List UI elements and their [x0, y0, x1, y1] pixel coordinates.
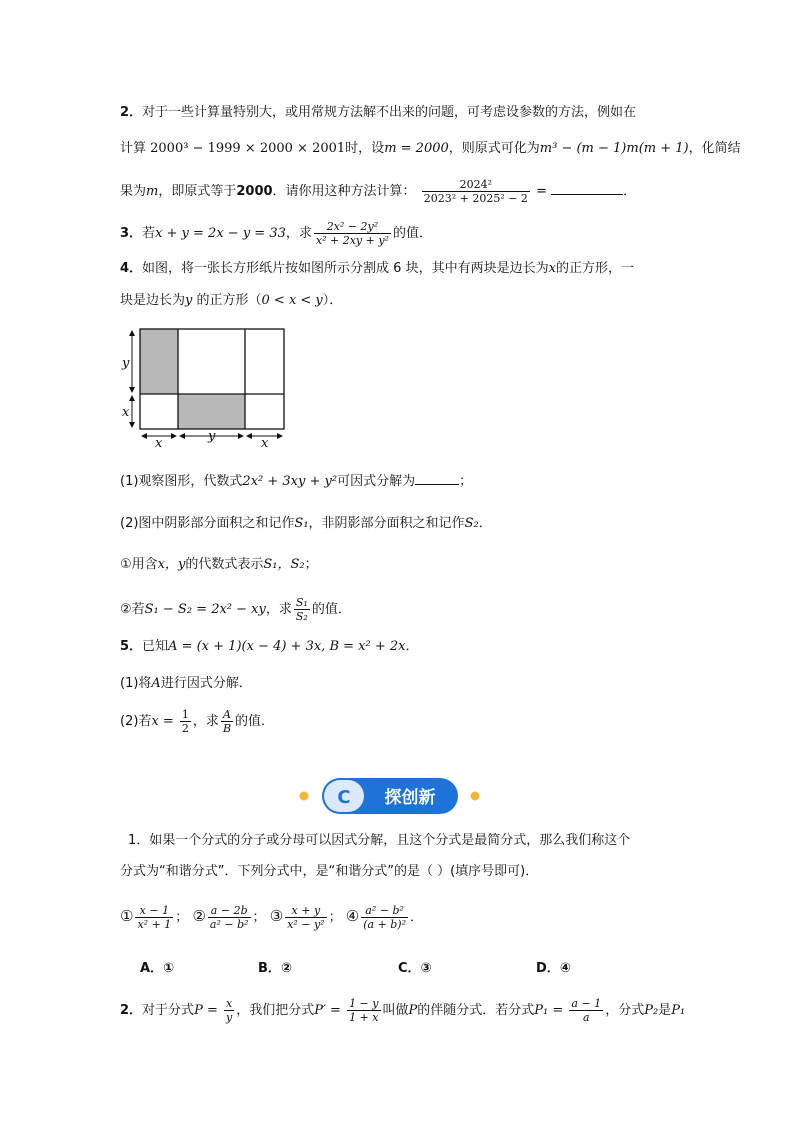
q2-equals: =: [531, 184, 552, 199]
q2-text-2a: 计算: [120, 141, 151, 156]
q2-line-1: [120, 103, 636, 123]
section-banner: [230, 774, 550, 818]
q4-part-2: (2)图中阴影部分面积之和记作S₁，非阴影部分面积之和记作S₂．: [120, 516, 492, 531]
q4-line-1: 4．如图，将一张长方形纸片按如图所示分割成 6 块，其中有两块是边长为x的正方形，一: [120, 261, 634, 276]
banner-title: 探创新: [384, 788, 436, 808]
q2-text-2c: ，则原式可化为: [448, 141, 540, 156]
c1-option-c[interactable]: C．③: [398, 961, 432, 976]
c1-options-line: ① $\frac{x - 1}{\text{x² + 1}}$ ； ② $\frac{a - 2b}{\text{a² − b²}}$ ； ③ $\frac{x + y}{\text{x² − y²}}$ ； ④ $\frac{\text{a² − b²}}{\text{(a + b)²}}$ ．: [120, 904, 424, 931]
q2-answer-blank[interactable]: [551, 194, 623, 195]
c1-item-2-marker: ②: [192, 907, 206, 925]
q2-text-3a: 果为: [120, 184, 147, 199]
q4-ratio-fraction: $\frac{\text{S₁}}{\text{S₂}}$: [295, 596, 308, 623]
q4-answer-blank[interactable]: [415, 484, 459, 485]
q2-text-1: 对于一些计算量特别大，或用常规方法解不出来的问题，可考虑设参数的方法，例如在: [142, 105, 637, 120]
c1-option-a[interactable]: A．①: [140, 961, 175, 976]
c1-fraction-3: $\frac{x + y}{\text{x² − y²}}$: [287, 904, 325, 931]
q2-text-3b: ，即原式等于: [158, 184, 237, 199]
c2-number: 2．: [120, 1003, 143, 1018]
q4-figure: [118, 322, 293, 450]
q4-number: 4．: [120, 261, 143, 276]
q5-line: 5．已知A = (x + 1)(x − 4) + 3x, B = x² + 2x．: [120, 639, 419, 654]
c1-line-2: 分式为“和谐分式”．下列分式中，是“和谐分式”的是（ ）(填序号即可)．: [120, 864, 539, 879]
banner-dot-right: [471, 792, 480, 801]
fig-label-y: y: [122, 356, 130, 371]
q4-part-1: (1)观察图形，代数式2x² + 3xy + y²可因式分解为 ；: [120, 474, 473, 489]
fig-bottom-x1: x: [155, 436, 163, 450]
c2-fraction-p: $\frac{x}{y}$: [225, 997, 233, 1024]
q5-expression: A = (x + 1)(x − 4) + 3x, B = x² + 2x: [168, 639, 406, 654]
c2-line: 2．对于分式P = $\frac{x}{y}$ ，我们把分式P′ = $\frac{1 - y}{1 + x}$ 叫做P的伴随分式．若分式P₁ = $\frac{a - 1}{a}$ ，分式P₂是P₁: [120, 997, 686, 1024]
q2-text-2b: 时，设: [345, 141, 385, 156]
q5-half-fraction: $\frac{1}{2}$: [181, 708, 189, 735]
c1-fraction-4: $\frac{\text{a² − b²}}{\text{(a + b)²}}$: [363, 904, 407, 931]
q2-expression-2: m³ − (m − 1)m(m + 1): [539, 141, 689, 156]
q2-expression: 2000³ − 1999 × 2000 × 2001: [150, 141, 346, 156]
q2-fraction: $\frac{\text{2024²}}{\text{2023² + 2025² − 2}}$: [423, 178, 528, 205]
q5-number: 5．: [120, 639, 143, 654]
q3-number: 3．: [120, 226, 143, 241]
q2-m: m: [146, 184, 159, 199]
banner-dot-left: [300, 792, 309, 801]
q3-fraction: $\frac{\text{2x² − 2y²}}{\text{x² + 2xy + y²}}$: [315, 220, 389, 247]
c1-option-b[interactable]: B．②: [258, 961, 292, 976]
shaded-rect-bottom-middle: [178, 394, 245, 429]
q2-line-3: 果为m，即原式等于2000．请你用这种方法计算： $\frac{\text{2024²}}{\text{2023² + 2025² − 2}}$ = ．: [120, 178, 637, 205]
q3-condition: x + y = 2x − y = 33: [155, 226, 286, 241]
q4-part-2-1: ①用含x，y的代数式表示S₁，S₂；: [120, 557, 318, 572]
q3-line: 3．若x + y = 2x − y = 33，求 $\frac{\text{2x² − 2y²}}{\text{x² + 2xy + y²}}$ 的值．: [120, 220, 432, 247]
c1-option-d[interactable]: D．④: [536, 961, 571, 976]
q2-number: 2．: [120, 105, 143, 120]
q4-polynomial: 2x² + 3xy + y²: [242, 474, 338, 489]
q5-part-1: (1)将A进行因式分解．: [120, 676, 252, 691]
fig-bottom-y: y: [208, 429, 216, 444]
q5-part-2: (2)若x = $\frac{1}{2}$ ，求 $\frac{A}{B}$ 的值．: [120, 708, 275, 735]
c1-item-4-marker: ④: [345, 907, 360, 925]
q2-substitution: m = 2000: [384, 141, 449, 156]
q2-text-2d: ，化简结: [688, 141, 741, 156]
q5-ab-fraction: $\frac{A}{B}$: [222, 708, 232, 735]
c2-fraction-p1: $\frac{a - 1}{a}$: [571, 997, 602, 1024]
fig-bottom-x2: x: [261, 436, 269, 450]
banner-letter: C: [337, 787, 351, 808]
q4-line-2: 块是边长为y 的正方形（0 < x < y）．: [120, 293, 343, 308]
q4-condition: 0 < x < y: [261, 293, 323, 308]
shaded-square-top-left: [140, 329, 178, 394]
c1-item-1-marker: ①: [120, 907, 134, 925]
q2-text-3c: ．请你用这种方法计算：: [272, 184, 416, 199]
c1-fraction-2: $\frac{a - 2b}{\text{a² − b²}}$: [209, 904, 249, 931]
q2-line-2: [120, 139, 741, 159]
c1-fraction-1: $\frac{x - 1}{\text{x² + 1}}$: [137, 904, 172, 931]
c1-item-3-marker: ③: [269, 907, 284, 925]
fig-label-x: x: [122, 405, 130, 420]
q2-value: 2000: [236, 184, 273, 199]
c2-fraction-p-prime: $\frac{1 - y}{1 + x}$: [349, 997, 379, 1024]
c1-line-1: 1．如果一个分式的分子或分母可以因式分解，且这个分式是最简分式，那么我们称这个: [128, 833, 631, 848]
q4-part-2-2: ②若S₁ − S₂ = 2x² − xy，求 $\frac{\text{S₁}}{\text{S₂}}$ 的值．: [120, 596, 351, 623]
